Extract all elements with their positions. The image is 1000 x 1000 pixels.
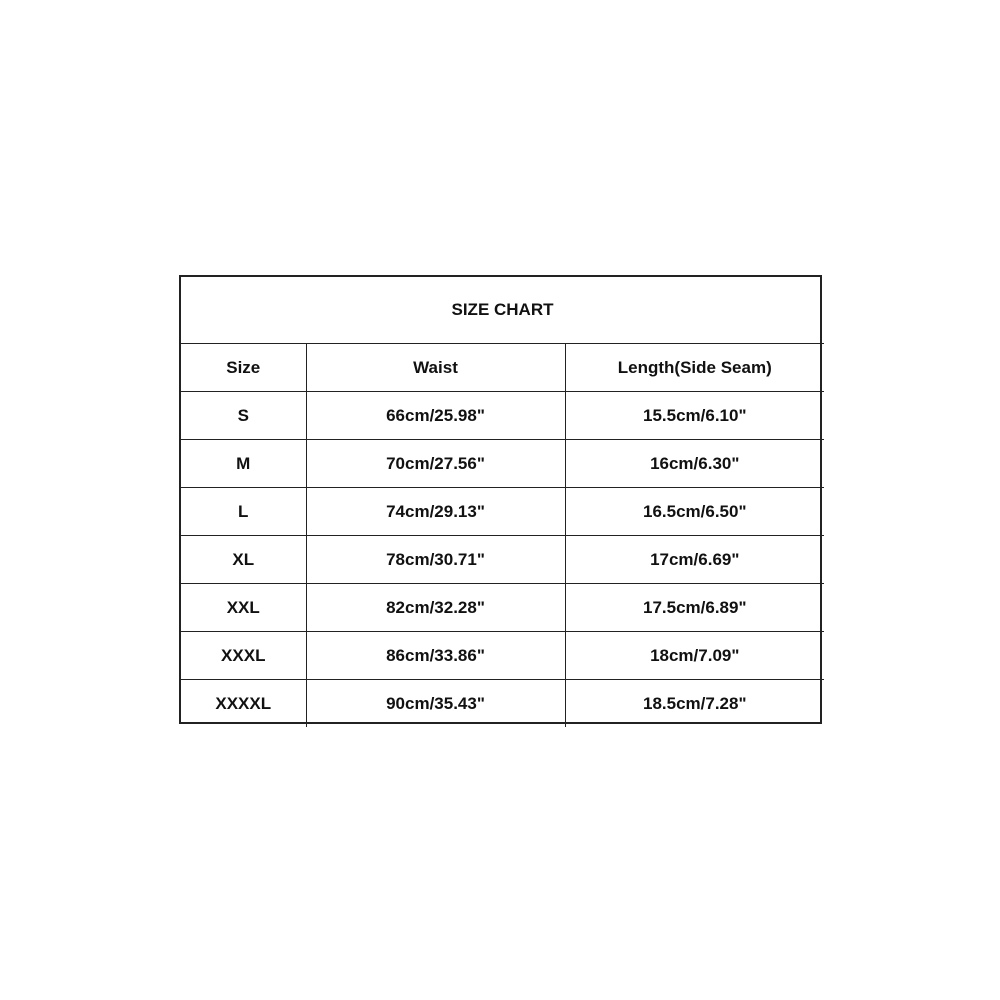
size-cell: L (181, 488, 306, 536)
table-row (181, 632, 824, 680)
table-row (181, 440, 824, 488)
table-row (181, 488, 824, 536)
size-cell: S (181, 392, 306, 440)
waist-cell: 66cm/25.98" (306, 392, 565, 440)
size-chart (179, 275, 822, 724)
length-cell: 17.5cm/6.89" (565, 584, 824, 632)
table-row (181, 536, 824, 584)
waist-cell: 70cm/27.56" (306, 440, 565, 488)
size-cell: XXXL (181, 632, 306, 680)
waist-cell: 74cm/29.13" (306, 488, 565, 536)
waist-cell: 78cm/30.71" (306, 536, 565, 584)
table-row (181, 392, 824, 440)
waist-cell: 86cm/33.86" (306, 632, 565, 680)
size-chart-table (181, 277, 824, 727)
column-header-length: Length(Side Seam) (565, 344, 824, 392)
column-header-waist: Waist (306, 344, 565, 392)
title-row (181, 277, 824, 344)
size-cell: M (181, 440, 306, 488)
column-header-size: Size (181, 344, 306, 392)
waist-cell: 82cm/32.28" (306, 584, 565, 632)
waist-cell: 90cm/35.43" (306, 680, 565, 728)
length-cell: 18.5cm/7.28" (565, 680, 824, 728)
table-row (181, 680, 824, 728)
size-cell: XL (181, 536, 306, 584)
chart-title: SIZE CHART (181, 277, 824, 344)
table-row (181, 584, 824, 632)
length-cell: 16.5cm/6.50" (565, 488, 824, 536)
length-cell: 16cm/6.30" (565, 440, 824, 488)
length-cell: 15.5cm/6.10" (565, 392, 824, 440)
size-cell: XXXXL (181, 680, 306, 728)
length-cell: 17cm/6.69" (565, 536, 824, 584)
length-cell: 18cm/7.09" (565, 632, 824, 680)
size-cell: XXL (181, 584, 306, 632)
header-row (181, 344, 824, 392)
